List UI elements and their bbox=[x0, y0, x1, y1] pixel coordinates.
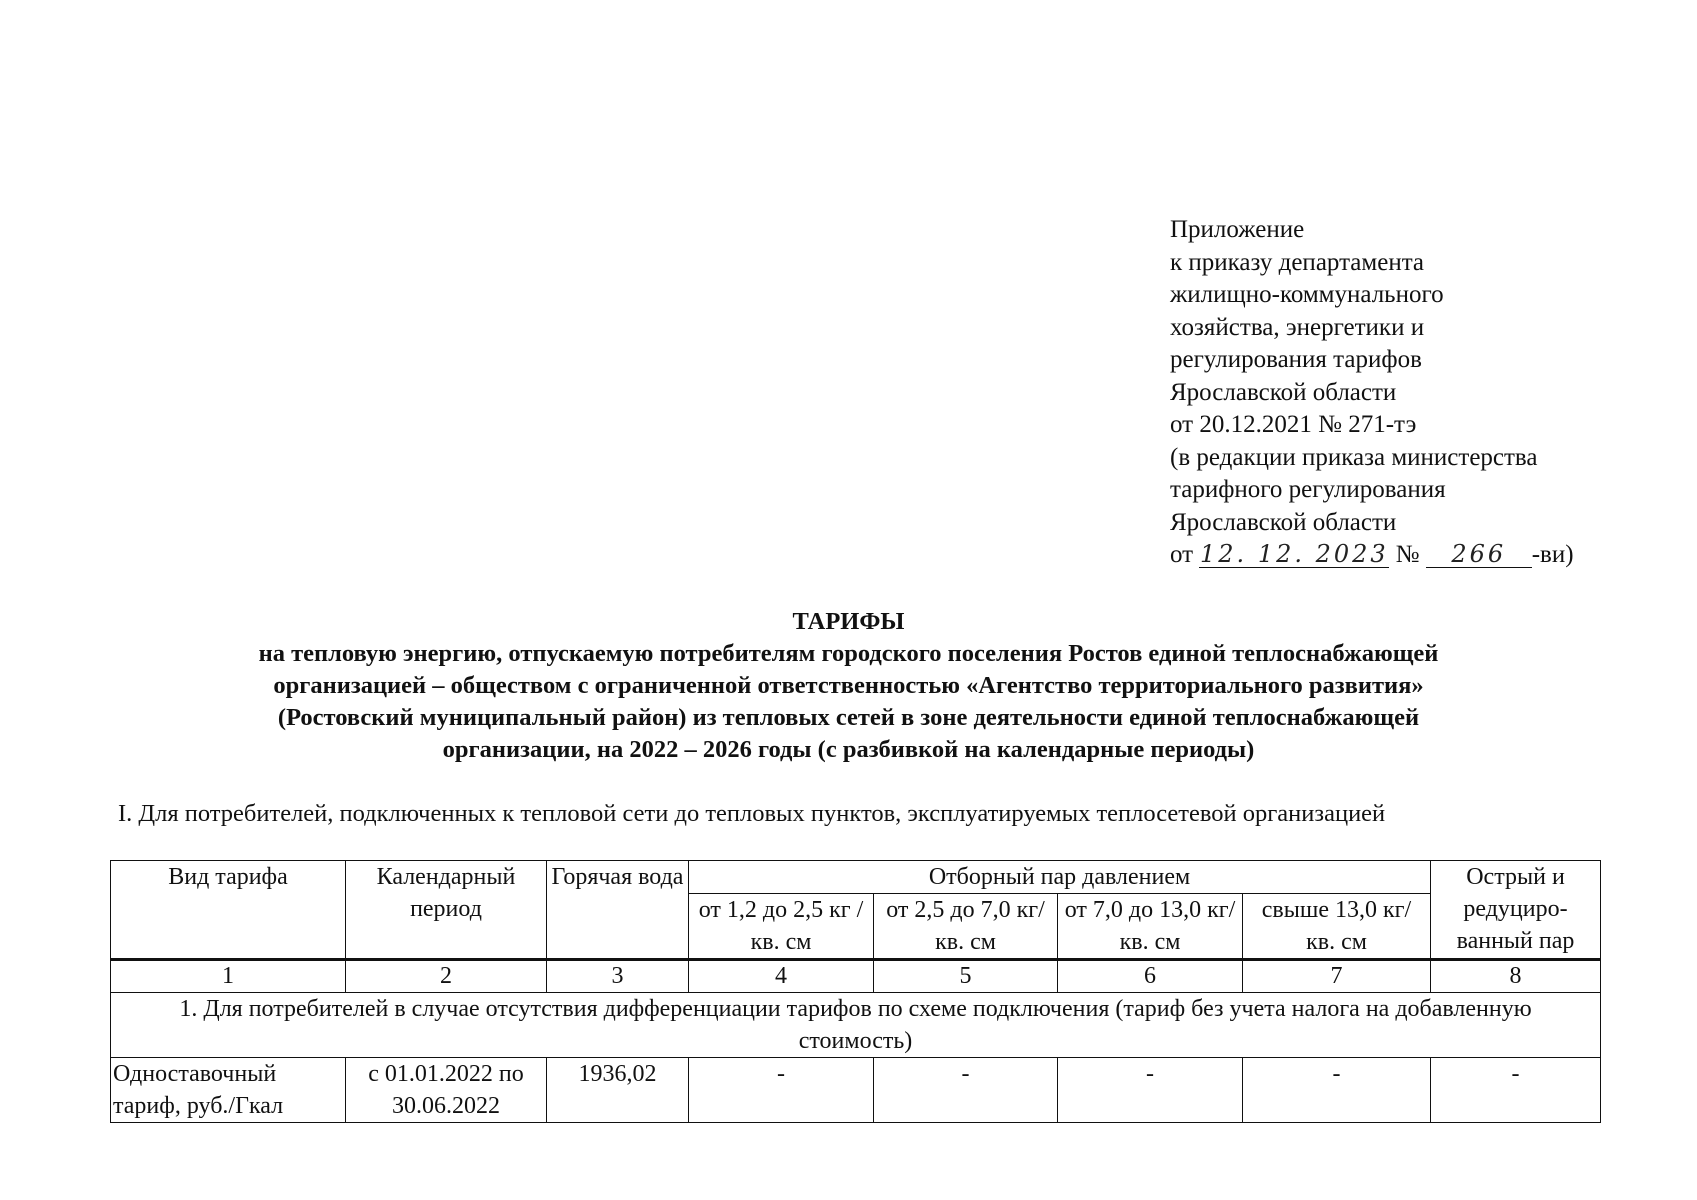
appendix-line: Ярославской области bbox=[1170, 378, 1397, 406]
column-number: 4 bbox=[689, 960, 874, 993]
document-subtitle-line: организацией – обществом с ограниченной ответственностью «Агентство территориального развития» bbox=[273, 672, 1424, 699]
document-subtitle-line: на тепловую энергию, отпускаемую потребителям городского поселения Ростов единой теплоснабжающей bbox=[258, 640, 1439, 667]
column-number: 7 bbox=[1243, 960, 1431, 993]
document-subtitle-line: (Ростовский муниципальный район) из тепловых сетей в зоне деятельности единой теплоснабжающей bbox=[277, 704, 1420, 731]
cell-steam-3: - bbox=[1058, 1058, 1243, 1123]
amendment-suffix: -ви) bbox=[1531, 541, 1574, 568]
appendix-amendment-line bbox=[1170, 539, 1690, 572]
column-number-row bbox=[111, 960, 1601, 993]
header-sharp-steam: Острый и редуциро-ванный пар bbox=[1431, 861, 1601, 960]
appendix-line: тарифного регулирования bbox=[1170, 476, 1446, 503]
tariff-table bbox=[110, 860, 1601, 1123]
section-heading: I. Для потребителей, подключенных к тепловой сети до тепловых пунктов, эксплуатируемых теплосетевой организацией bbox=[118, 800, 1386, 827]
header-steam-2: от 2,5 до 7,0 кг/ кв. см bbox=[874, 894, 1058, 960]
cell-hot-water: 1936,02 bbox=[547, 1058, 689, 1123]
cell-steam-4: - bbox=[1243, 1058, 1431, 1123]
cell-period: с 01.01.2022 по 30.06.2022 bbox=[346, 1058, 547, 1123]
amendment-prefix: от bbox=[1170, 541, 1194, 568]
handwritten-date: 12. 12. 2023 bbox=[1200, 540, 1389, 568]
header-period: Календарный период bbox=[346, 861, 547, 960]
number-sign: № bbox=[1395, 541, 1420, 568]
column-number: 8 bbox=[1431, 960, 1601, 993]
header-steam-4: свыше 13,0 кг/ кв. см bbox=[1243, 894, 1431, 960]
table-row bbox=[111, 1058, 1601, 1123]
appendix-line: регулирования тарифов bbox=[1170, 346, 1422, 373]
document-title: ТАРИФЫ bbox=[792, 608, 905, 635]
group-row bbox=[111, 993, 1601, 1058]
document-title-block bbox=[100, 606, 1597, 766]
appendix-line: Ярославской области bbox=[1170, 508, 1397, 536]
cell-steam-2: - bbox=[874, 1058, 1058, 1123]
column-number: 2 bbox=[346, 960, 547, 993]
table-header-row bbox=[111, 861, 1601, 894]
appendix-line: от 20.12.2021 № 271-тэ bbox=[1170, 411, 1417, 438]
column-number: 1 bbox=[111, 960, 346, 993]
handwritten-order-number: 266 bbox=[1426, 541, 1532, 568]
header-tariff-type: Вид тарифа bbox=[111, 861, 346, 960]
appendix-line: жилищно-коммунального bbox=[1170, 281, 1444, 308]
column-number: 6 bbox=[1058, 960, 1243, 993]
cell-tariff-type: Одноставочный тариф, руб./Гкал bbox=[111, 1058, 346, 1123]
appendix-line: к приказу департамента bbox=[1170, 248, 1425, 276]
header-steam-group: Отборный пар давлением bbox=[689, 861, 1431, 894]
appendix-line: хозяйства, энергетики и bbox=[1170, 313, 1425, 341]
cell-sharp-steam: - bbox=[1431, 1058, 1601, 1123]
appendix-block bbox=[1170, 214, 1690, 572]
cell-steam-1: - bbox=[689, 1058, 874, 1123]
document-subtitle-line: организации, на 2022 – 2026 годы (с разбивкой на календарные периоды) bbox=[442, 736, 1255, 763]
appendix-line: (в редакции приказа министерства bbox=[1170, 443, 1538, 471]
header-hot-water: Горячая вода bbox=[547, 861, 689, 960]
header-steam-1: от 1,2 до 2,5 кг /кв. см bbox=[689, 894, 874, 960]
appendix-line: Приложение bbox=[1170, 216, 1305, 243]
column-number: 3 bbox=[547, 960, 689, 993]
group-row-label: 1. Для потребителей в случае отсутствия дифференциации тарифов по схеме подключения (тариф без учета налога на добавленную стоимость) bbox=[111, 993, 1601, 1058]
header-steam-3: от 7,0 до 13,0 кг/ кв. см bbox=[1058, 894, 1243, 960]
column-number: 5 bbox=[874, 960, 1058, 993]
